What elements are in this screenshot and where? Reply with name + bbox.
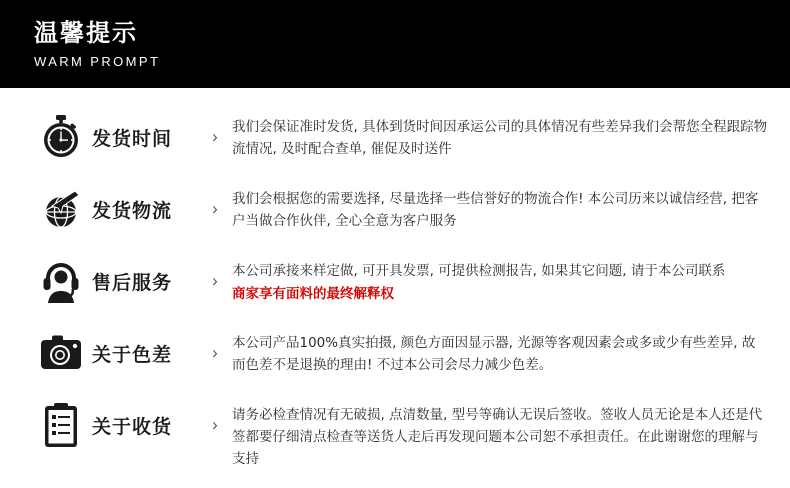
page-title: 温馨提示 (34, 19, 138, 47)
row-highlight-text: 商家享有面料的最终解释权 (232, 286, 394, 302)
row-label (84, 184, 202, 234)
row-body-text: 本公司产品100%真实拍摄, 颜色方面因显示器, 光源等客观因素会或多或少有些差异, 故而色差不是退换的理由! 不过本公司会尽力减少色差。 (232, 335, 756, 373)
airplane-globe-icon (38, 184, 84, 234)
headset-support-icon (38, 256, 84, 306)
row-label (84, 112, 202, 162)
row-text-cell (228, 184, 768, 232)
chevron-right-icon (202, 112, 228, 162)
row-label (84, 256, 202, 306)
row-label-text: 发货物流 (92, 199, 173, 222)
row-body-text: 我们会根据您的需要选择, 尽量选择一些信誉好的物流合作! 本公司历来以诚信经营, 把客户当做合作伙伴, 全心全意为客户服务 (232, 191, 759, 229)
row-body-text: 本公司承接来样定做, 可开具发票, 可提供检测报告, 如果其它问题, 请于本公司联系 (232, 263, 726, 279)
row-label (84, 400, 202, 450)
row-body-text: 我们会保证准时发货, 具体到货时间因承运公司的具体情况有些差异我们会帮您全程跟踪物流情况, 及时配合查单, 催促及时送件 (232, 119, 768, 157)
chevron-glyph: › (212, 127, 218, 146)
row-text-cell (228, 400, 768, 470)
row-label-text: 关于色差 (92, 343, 173, 366)
clipboard-checklist-icon (38, 400, 84, 450)
chevron-right-icon (202, 400, 228, 450)
list-item (0, 112, 790, 170)
chevron-glyph: › (212, 199, 218, 218)
chevron-glyph: › (212, 271, 218, 290)
list-item (0, 400, 790, 470)
page-header (0, 0, 790, 88)
stopwatch-icon (38, 112, 84, 162)
prompt-rows (0, 88, 790, 470)
camera-icon (38, 328, 84, 378)
row-text-cell (228, 328, 768, 376)
row-label-text: 发货时间 (92, 127, 173, 150)
row-body-text: 请务必检查情况有无破损, 点清数量, 型号等确认无误后签收。签收人员无论是本人还是代签都要仔细清点检查等送货人走后再发现问题本公司恕不承担责任。在此谢谢您的理解与支持 (232, 407, 763, 467)
row-label (84, 328, 202, 378)
row-text-cell (228, 256, 768, 305)
page-subtitle: WARM PROMPT (34, 54, 161, 69)
row-text-cell (228, 112, 768, 160)
list-item (0, 256, 790, 314)
chevron-glyph: › (212, 343, 218, 362)
chevron-glyph: › (212, 415, 218, 434)
chevron-right-icon (202, 256, 228, 306)
row-label-text: 售后服务 (92, 271, 173, 294)
row-label-text: 关于收货 (92, 415, 173, 438)
chevron-right-icon (202, 184, 228, 234)
chevron-right-icon (202, 328, 228, 378)
list-item (0, 328, 790, 386)
list-item (0, 184, 790, 242)
